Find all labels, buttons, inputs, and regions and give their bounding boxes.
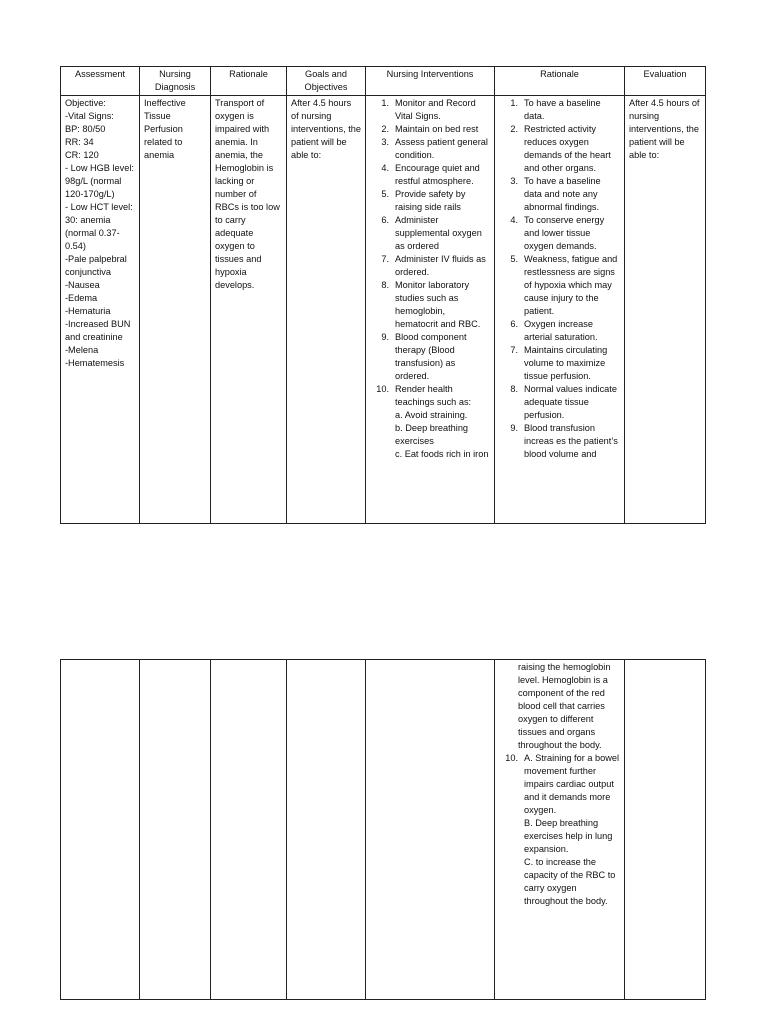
list-item [370,162,490,188]
header-row [61,67,706,96]
assessment-line: -Edema [65,293,98,303]
interventions-list [370,97,490,461]
list-item [370,253,490,279]
header-rationale: Rationale [211,67,287,96]
item-number: 7. [381,254,389,264]
care-plan-table-page1 [60,66,706,524]
list-item [499,214,620,253]
rationale-cell: Transport of oxygen is impaired with anemia. In anemia, the Hemoglobin is lacking or number of RBCs is too low to carry adequate oxygen to tissues and hypoxia develops. [211,96,287,524]
diagnosis-cell: Ineffective Tissue Perfusion related to anemia [140,96,211,524]
sub-item: c. Eat foods rich in iron [395,449,489,459]
item-number: 1. [510,98,518,108]
item-number: 3. [381,137,389,147]
assessment-cell-empty [61,660,140,1000]
care-plan-table-page2 [60,659,706,1000]
list-item [499,318,620,344]
item-text: Normal values indicate adequate tissue perfusion. [524,384,617,420]
goals-cell-empty [287,660,366,1000]
rationale-list [499,97,620,461]
item-number: 2. [381,124,389,134]
item-text [524,752,620,908]
item-number: 9. [381,332,389,342]
rationale-interventions-cell-continued [495,660,625,1000]
item-number: 8. [381,280,389,290]
list-item [370,136,490,162]
item-number: 8. [510,384,518,394]
item-number: 1. [381,98,389,108]
list-item [370,279,490,331]
sub-item: B. Deep breathing exercises help in lung expansion. [524,818,613,854]
list-item [499,97,620,123]
sub-item: C. to increase the capacity of the RBC to carry oxygen throughout the body. [524,857,616,906]
item-text: Maintains circulating volume to maximize tissue perfusion. [524,345,608,381]
assessment-line: -Nausea [65,280,100,290]
assessment-line: -Hematuria [65,306,111,316]
list-item [370,97,490,123]
list-item [499,175,620,214]
list-item [370,383,490,461]
item-number: 4. [510,215,518,225]
assessment-cell [61,96,140,524]
assessment-line: CR: 120 [65,150,99,160]
diagnosis-cell-empty [140,660,211,1000]
item-number: 3. [510,176,518,186]
assessment-line: BP: 80/50 [65,124,106,134]
header-evaluation: Evaluation [625,67,706,96]
item-text [395,383,490,461]
rationale-cell-empty [211,660,287,1000]
list-item [499,123,620,175]
header-nursing-diagnosis: Nursing Diagnosis [140,67,211,96]
sub-item: b. Deep breathing exercises [395,423,469,446]
item-text: To have a baseline data. [524,98,601,121]
assessment-line: -Vital Signs: [65,111,114,121]
assessment-line: Objective: [65,98,106,108]
item-number: 4. [381,163,389,173]
item-text: Administer supplemental oxygen as ordered [395,215,482,251]
item-number: 6. [510,319,518,329]
item-text-main: Render health teachings such as: [395,384,472,407]
list-item [370,214,490,253]
list-item [499,253,620,318]
item-text: Monitor and Record Vital Signs. [395,98,476,121]
list-item [370,331,490,383]
header-nursing-interventions: Nursing Interventions [366,67,495,96]
assessment-line: -Melena [65,345,99,355]
assessment-line: RR: 34 [65,137,94,147]
assessment-line: -Pale palpebral conjunctiva [65,254,130,277]
care-plan-row [61,96,706,524]
assessment-line: - Low HCT level: 30: anemia (normal 0.37-0.54) [65,202,136,251]
care-plan-row-continued [61,660,706,1000]
rationale-interventions-cell [495,96,625,524]
header-rationale-interventions: Rationale [495,67,625,96]
item-number: 7. [510,345,518,355]
item-number: 9. [510,423,518,433]
item-text: Blood component therapy (Blood transfusion) as ordered. [395,332,467,381]
item-text: Oxygen increase arterial saturation. [524,319,598,342]
rationale-9-continued: raising the hemoglobin level. Hemoglobin is a component of the red blood cell that carries oxygen to different tissues and organs throughout the body. [518,662,611,750]
item-text: To have a baseline data and note any abnormal findings. [524,176,601,212]
interventions-cell [366,96,495,524]
list-item [370,188,490,214]
list-item [499,383,620,422]
list-item [499,752,620,908]
assessment-line: - Low HGB level: 98g/L (normal 120-170g/L) [65,163,137,199]
evaluation-cell-empty [625,660,706,1000]
item-text: To conserve energy and lower tissue oxygen demands. [524,215,605,251]
item-text: Assess patient general condition. [395,137,488,160]
item-number: 5. [381,189,389,199]
item-text: Administer IV fluids as ordered. [395,254,486,277]
header-goals-objectives: Goals and Objectives [287,67,366,96]
list-item [499,422,620,461]
item-text: Restricted activity reduces oxygen demands of the heart and other organs. [524,124,611,173]
item-number: 10. [505,753,518,763]
item-text: Maintain on bed rest [395,124,479,134]
assessment-line: -Increased BUN and creatinine [65,319,133,342]
list-item [499,344,620,383]
item-number: 5. [510,254,518,264]
item-text: Encourage quiet and restful atmosphere. [395,163,480,186]
goals-cell: After 4.5 hours of nursing interventions, the patient will be able to: [287,96,366,524]
header-assessment: Assessment [61,67,140,96]
list-item [370,123,490,136]
evaluation-cell: After 4.5 hours of nursing interventions, the patient will be able to: [625,96,706,524]
rationale-list-continued [499,752,620,908]
interventions-cell-empty [366,660,495,1000]
item-number: 6. [381,215,389,225]
sub-item: a. Avoid straining. [395,410,468,420]
item-number: 10. [376,384,389,394]
assessment-line: -Hematemesis [65,358,125,368]
item-text: Weakness, fatigue and restlessness are signs of hypoxia which may cause injury to the patient. [524,254,618,316]
item-text: Blood transfusion increas es the patient’s blood volume and [524,423,618,459]
item-text: Monitor laboratory studies such as hemoglobin, hematocrit and RBC. [395,280,481,329]
sub-item: A. Straining for a bowel movement further impairs cardiac output and it demands more oxygen. [524,753,619,815]
item-text: Provide safety by raising side rails [395,189,466,212]
item-number: 2. [510,124,518,134]
